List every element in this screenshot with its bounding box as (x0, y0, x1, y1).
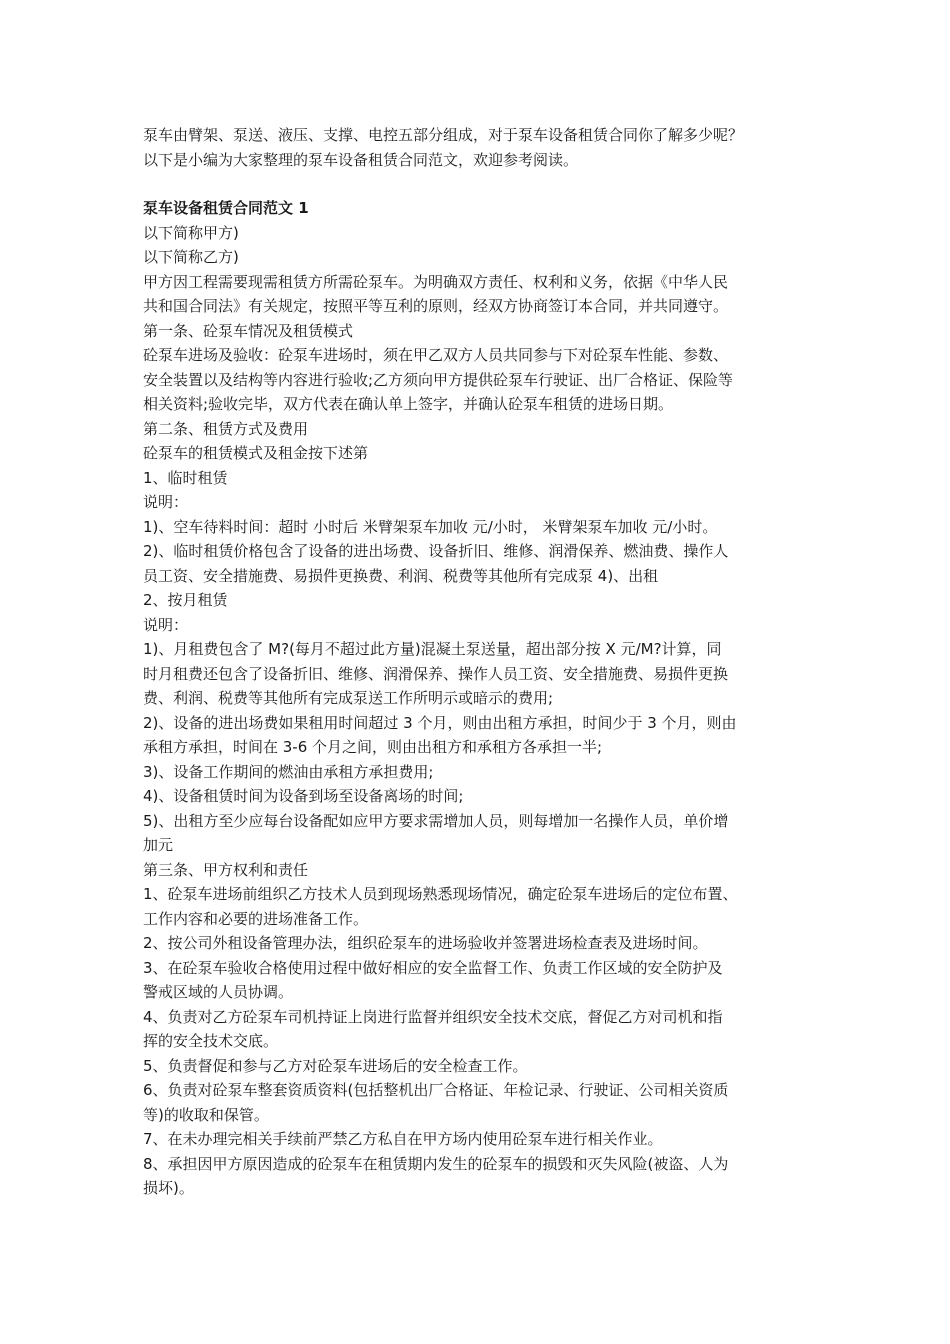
text-line: 警戒区域的人员协调。 (143, 983, 294, 1001)
intro-paragraph (143, 123, 810, 172)
intro-line: 以下是小编为大家整理的泵车设备租赁合同范文，欢迎参考阅读。 (143, 150, 579, 169)
intro-line: 泵车由臂架、泵送、液压、支撑、电控五部分组成，对于泵车设备租赁合同你了解多少呢？ (143, 126, 744, 144)
text-line: 时月租费还包含了设备折旧、维修、润滑保养、操作人员工资、安全措施费、易损件更换 (143, 664, 729, 683)
text-line: 甲方因工程需要现需租赁方所需砼泵车。为明确双方责任、权利和义务，依据《中华人民 (143, 272, 729, 291)
text-line: 2、按月租赁 (143, 591, 228, 609)
text-line: 2)、临时租赁价格包含了设备的进出场费、设备折旧、维修、润滑保养、燃油费、操作人 (143, 542, 729, 560)
text-line: 砼泵车的租赁模式及租金按下述第 (143, 444, 369, 462)
text-line: 员工资、安全措施费、易损件更换费、利润、税费等其他所有完成泵 4)、出租 (143, 566, 659, 585)
text-line: 说明： (143, 493, 189, 511)
section-title: 第一条、砼泵车情况及租赁模式 (143, 321, 354, 340)
text-line: 3、在砼泵车验收合格使用过程中做好相应的安全监督工作、负责工作区域的安全防护及 (143, 958, 723, 977)
document-body (143, 123, 810, 1201)
text-line: 6、负责对砼泵车整套资质资料(包括整机出厂合格证、年检记录、行驶证、公司相关资质 (143, 1081, 729, 1099)
section-title: 第三条、甲方权利和责任 (143, 860, 309, 879)
text-line: 1)、空车待料时间：超时 小时后 米臂架泵车加收 元/小时， 米臂架泵车加收 元/小时。 (143, 517, 718, 536)
text-line: 说明： (143, 615, 189, 634)
text-line: 安全装置以及结构等内容进行验收;乙方须向甲方提供砼泵车行驶证、出厂合格证、保险等 (143, 370, 734, 389)
text-line: 3)、设备工作期间的燃油由承租方承担费用; (143, 762, 434, 781)
text-line: 1、临时租赁 (143, 468, 228, 487)
text-line: 1)、月租费包含了 M?(每月不超过此方量)混凝土泵送量，超出部分按 X 元/M?计算，同 (143, 640, 722, 658)
text-line: 8、承担因甲方原因造成的砼泵车在租赁期内发生的砼泵车的损毁和灭失风险(被盗、人为 (143, 1154, 729, 1173)
text-line: 2)、设备的进出场费如果租用时间超过 3 个月，则由出租方承担，时间少于 3 个月，则由 (143, 713, 737, 732)
text-line: 5、负责督促和参与乙方对砼泵车进场后的安全检查工作。 (143, 1056, 528, 1075)
text-line: 2、按公司外租设备管理办法，组织砼泵车的进场验收并签署进场检查表及进场时间。 (143, 934, 708, 952)
text-line: 加元 (143, 836, 174, 854)
text-line: 砼泵车进场及验收：砼泵车进场时，须在甲乙双方人员共同参与下对砼泵车性能、参数、 (143, 346, 729, 364)
text-line: 挥的安全技术交底。 (143, 1032, 279, 1050)
text-line: 4)、设备租赁时间为设备到场至设备离场的时间; (143, 787, 464, 805)
text-line: 1、砼泵车进场前组织乙方技术人员到现场熟悉现场情况，确定砼泵车进场后的定位布置、 (143, 885, 738, 903)
text-line: 5)、出租方至少应每台设备配如应甲方要求需增加人员，则每增加一名操作人员，单价增 (143, 811, 729, 830)
text-line: 7、在未办理完相关手续前严禁乙方私自在甲方场内使用砼泵车进行相关作业。 (143, 1130, 663, 1148)
text-line: 以下简称甲方) (143, 223, 239, 242)
text-line: 承租方承担，时间在 3-6 个月之间，则由出租方和承租方各承担一半; (143, 738, 603, 756)
text-line: 4、负责对乙方砼泵车司机持证上岗进行监督并组织安全技术交底，督促乙方对司机和指 (143, 1007, 723, 1026)
text-line: 工作内容和必要的进场准备工作。 (143, 909, 369, 928)
text-line: 等)的收取和保管。 (143, 1105, 269, 1124)
document-heading: 泵车设备租赁合同范文 1 (143, 199, 309, 217)
text-line: 损坏)。 (143, 1179, 194, 1197)
section-title: 第二条、租赁方式及费用 (143, 419, 309, 438)
text-line: 费、利润、税费等其他所有完成泵送工作所明示或暗示的费用; (143, 689, 554, 707)
text-line: 共和国合同法》有关规定，按照平等互利的原则，经双方协商签订本合同，并共同遵守。 (143, 297, 729, 315)
text-line: 相关资料;验收完毕，双方代表在确认单上签字，并确认砼泵车租赁的进场日期。 (143, 395, 674, 413)
text-line: 以下简称乙方) (143, 248, 239, 266)
